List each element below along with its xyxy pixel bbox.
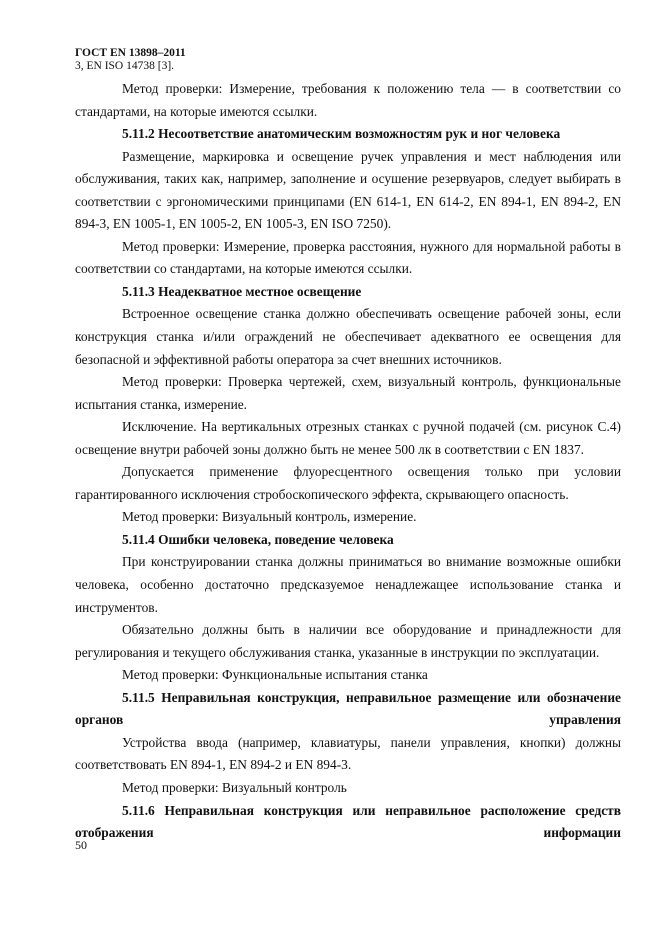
document-code: ГОСТ EN 13898–2011 <box>75 47 186 59</box>
paragraph: Метод проверки: Визуальный контроль, измерение. <box>122 509 417 525</box>
header-continuation: 3, EN ISO 14738 [3]. <box>75 60 175 72</box>
paragraph: При конструировании станка должны приниматься во внимание возможные ошибки человека, особенно достаточно предсказуемое ненадлежащее использование станка и инструментов. <box>75 554 621 615</box>
section-heading: 5.11.5 Неправильная конструкция, неправильное размещение или обозначение органов управления <box>75 689 621 728</box>
paragraph: Допускается применение флуоресцентного освещения только при условии гарантированного исключения стробоскопического эффекта, скрывающего опасность. <box>75 464 621 502</box>
paragraph: Размещение, маркировка и освещение ручек управления и мест наблюдения или обслуживания, таких как, например, заполнение и осушение резервуаров, следует выбирать в соответствии с эргономическими принципами (EN 614-1, EN 614-2, EN 894-1, EN 894-2, EN 894-3, EN 1005-1, EN 1005-2, EN 1005-3, EN ISO 7250). <box>75 148 621 232</box>
paragraph: Устройства ввода (например, клавиатуры, панели управления, кнопки) должны соответствовать EN 894-1, EN 894-2 и EN 894-3. <box>75 734 621 773</box>
paragraph: Метод проверки: Функциональные испытания станка <box>122 667 428 683</box>
paragraph: Исключение. На вертикальных отрезных станках с ручной подачей (см. рисунок С.4) освещение внутри рабочей зоны должно быть не менее 500 лк в соответствии с EN 1837. <box>75 419 621 457</box>
section-heading: 5.11.2 Несоответствие анатомическим возможностям рук и ног человека <box>122 126 561 142</box>
section-heading: 5.11.3 Неадекватное местное освещение <box>122 283 362 299</box>
page-number: 50 <box>75 838 87 852</box>
section-heading: 5.11.4 Ошибки человека, поведение человека <box>122 531 394 547</box>
section-heading: 5.11.6 Неправильная конструкция или неправильное расположение средств отображения информации <box>75 802 621 841</box>
paragraph: Обязательно должны быть в наличии все оборудование и принадлежности для регулирования и текущего обслуживания станка, указанные в инструкции по эксплуатации. <box>75 622 621 660</box>
paragraph: Метод проверки: Измерение, проверка расстояния, нужного для нормальной работы в соответствии со стандартами, на которые имеются ссылки. <box>75 238 621 277</box>
paragraph: Метод проверки: Проверка чертежей, схем, визуальный контроль, функциональные испытания станка, измерение. <box>75 374 621 412</box>
paragraph: Встроенное освещение станка должно обеспечивать освещение рабочей зоны, если конструкция станка и/или ограждений не обеспечивает адекватного ее освещения для безопасной и эффективной работы оператора за счет внешних источников. <box>75 306 621 367</box>
page-body <box>75 78 621 845</box>
paragraph: Метод проверки: Визуальный контроль <box>122 779 347 795</box>
paragraph: Метод проверки: Измерение, требования к положению тела — в соответствии со стандартами, на которые имеются ссылки. <box>75 81 621 119</box>
